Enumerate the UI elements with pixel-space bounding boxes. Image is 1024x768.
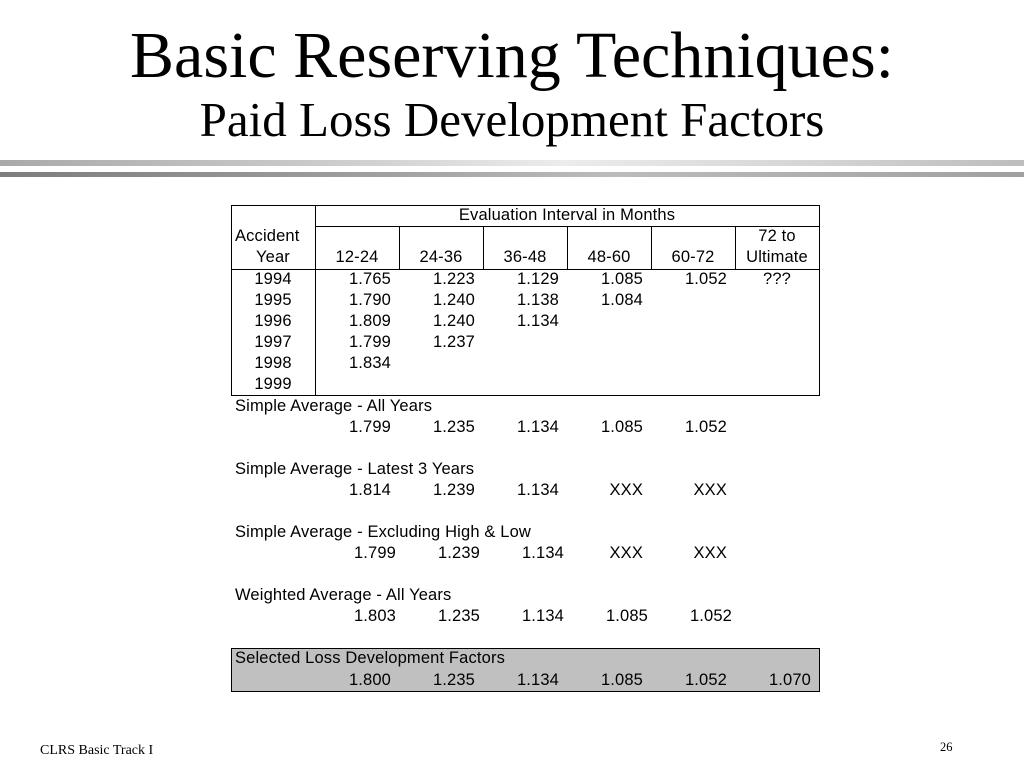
tail-factor-cell: ??? (763, 270, 791, 288)
column-header: 60-72 (671, 248, 715, 266)
column-header: 36-48 (503, 248, 547, 266)
header-rule-dark (0, 172, 1024, 177)
accident-header: Accident (235, 227, 300, 245)
factor-cell: 1.809 (348, 312, 391, 330)
factor-cell: 1.223 (432, 270, 475, 288)
average-values-row (231, 606, 819, 627)
average-value: 1.085 (600, 418, 643, 436)
average-value: 1.235 (437, 607, 480, 625)
accident-year-cell: 1999 (254, 375, 292, 393)
table-row (231, 269, 819, 290)
average-value: 1.085 (605, 607, 648, 625)
selected-value: 1.052 (684, 671, 727, 689)
average-label: Simple Average - Latest 3 Years (235, 460, 475, 478)
table-row (231, 353, 819, 374)
header-row-1 (231, 226, 819, 247)
average-label: Simple Average - All Years (235, 397, 433, 415)
tail-header-line1: 72 to (758, 227, 796, 245)
average-value: XXX (693, 544, 727, 562)
column-header: 12-24 (335, 248, 379, 266)
slide-subtitle: Paid Loss Development Factors (199, 92, 825, 147)
factor-cell: 1.084 (600, 291, 643, 309)
evaluation-interval-header: Evaluation Interval in Months (458, 206, 676, 224)
average-value: 1.239 (432, 481, 475, 499)
average-value: 1.052 (689, 607, 732, 625)
group-header-row (231, 205, 819, 226)
average-values-row (231, 543, 819, 564)
table-row (231, 290, 819, 311)
factor-cell: 1.765 (348, 270, 391, 288)
page-number: 26 (940, 740, 953, 754)
average-value: 1.134 (516, 481, 559, 499)
factor-cell: 1.138 (516, 291, 559, 309)
table-row (231, 311, 819, 332)
average-value: 1.803 (353, 607, 396, 625)
average-value: 1.134 (521, 544, 564, 562)
average-value: 1.134 (521, 607, 564, 625)
average-value: XXX (609, 544, 643, 562)
factor-cell: 1.129 (516, 270, 559, 288)
accident-year-cell: 1996 (254, 312, 292, 330)
selected-value: 1.085 (600, 671, 643, 689)
average-value: 1.239 (437, 544, 480, 562)
average-value: 1.235 (432, 418, 475, 436)
slide-title: Basic Reserving Techniques: (130, 19, 894, 92)
column-header: 24-36 (419, 248, 463, 266)
selected-factors-label: Selected Loss Development Factors (235, 649, 505, 667)
header-row-2 (231, 247, 819, 268)
footer-course-name: CLRS Basic Track I (40, 743, 154, 758)
tail-header-line2: Ultimate (746, 248, 808, 266)
average-label: Weighted Average - All Years (235, 586, 452, 604)
average-value: XXX (693, 481, 727, 499)
selected-value: 1.800 (348, 671, 391, 689)
year-header: Year (256, 248, 290, 266)
average-value: 1.052 (684, 418, 727, 436)
average-value: 1.134 (516, 418, 559, 436)
loss-development-table (231, 205, 820, 692)
accident-year-cell: 1997 (254, 333, 292, 351)
table-row (231, 332, 819, 353)
average-values-row (231, 417, 819, 438)
factor-cell: 1.052 (684, 270, 727, 288)
selected-value: 1.235 (432, 671, 475, 689)
factor-cell: 1.237 (432, 333, 475, 351)
factor-cell: 1.240 (432, 312, 475, 330)
factor-cell: 1.799 (348, 333, 391, 351)
factor-cell: 1.085 (600, 270, 643, 288)
accident-year-cell: 1998 (254, 354, 292, 372)
table-row (231, 374, 819, 395)
factor-cell: 1.240 (432, 291, 475, 309)
selected-values-row (231, 670, 819, 691)
average-value: 1.814 (348, 481, 391, 499)
average-values-row (231, 480, 819, 501)
header-rule-light (0, 160, 1024, 166)
selected-value: 1.134 (516, 671, 559, 689)
accident-year-cell: 1995 (254, 291, 292, 309)
average-value: 1.799 (353, 544, 396, 562)
average-value: 1.799 (348, 418, 391, 436)
accident-year-cell: 1994 (254, 270, 292, 288)
selected-tail-value: 1.070 (768, 671, 811, 689)
column-header: 48-60 (587, 248, 631, 266)
average-value: XXX (609, 481, 643, 499)
factor-cell: 1.134 (516, 312, 559, 330)
average-label: Simple Average - Excluding High & Low (235, 523, 531, 541)
factor-cell: 1.790 (348, 291, 391, 309)
factor-cell: 1.834 (348, 354, 391, 372)
